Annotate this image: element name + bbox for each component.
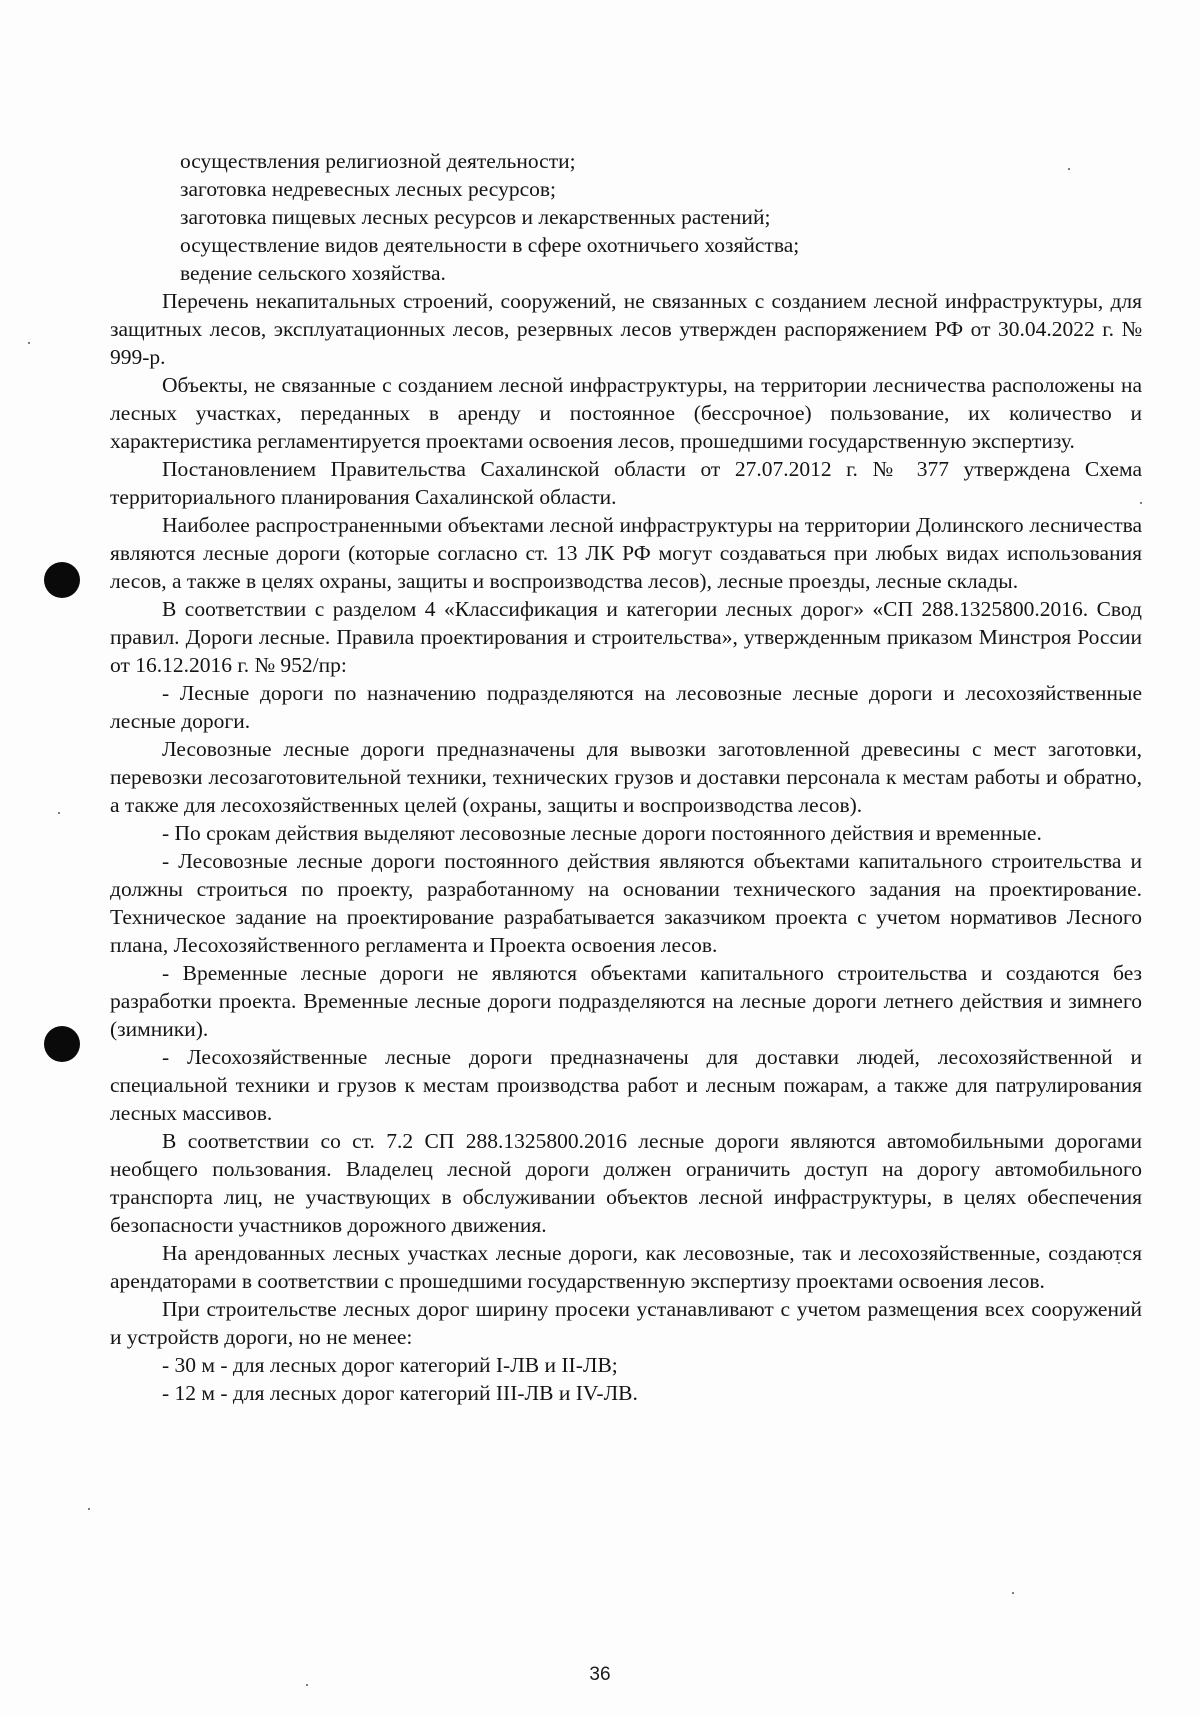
scan-speck (1012, 1592, 1014, 1594)
width-list-item: - 30 м - для лесных дорог категорий I-ЛВ и II-ЛВ; (162, 1353, 618, 1377)
page-number: 36 (589, 1664, 611, 1685)
paragraph-logging-roads: Лесовозные лесные дороги предназначены для вывозки заготовленной древесины с мест заготовки, перевозки лесозаготовительной техники, технических грузов и доставки персонала к местам работы и обратно, а также для лесохозяйственных целей (охраны, защиты и воспроизводства лесов). (110, 737, 1142, 817)
paragraph-private-roads: В соответствии со ст. 7.2 СП 288.1325800.2016 лесные дороги являются автомобильными дорогами необщего пользования. Владелец лесной дороги должен ограничить доступ на дорогу автомобильного транспорта лиц, не участвующих в обслуживании объектов лесной инфраструктуры, в целях обеспечения безопасности участников дорожного движения. (110, 1129, 1142, 1237)
paragraph-road-purpose: - Лесные дороги по назначению подразделяются на лесовозные лесные дороги и лесохозяйственные лесные дороги. (110, 681, 1142, 733)
paragraph-leased-plots: На арендованных лесных участках лесные дороги, как лесовозные, так и лесохозяйственные, создаются арендаторами в соответствии с прошедшими государственную экспертизу проектами освоения лесов. (110, 1241, 1142, 1293)
paragraph-temporary-roads: - Временные лесные дороги не являются объектами капитального строительства и создаются без разработки проекта. Временные лесные дороги подразделяются на лесные дороги летнего действия и зимнего (зимники). (110, 961, 1142, 1041)
paragraph-infrastructure-objects: Наиболее распространенными объектами лесной инфраструктуры на территории Долинского лесничества являются лесные дороги (которые согласно ст. 13 ЛК РФ могут создаваться при любых видах использования лесов, а также в целях охраны, защиты и воспроизводства лесов), лесные проезды, лесные склады. (110, 513, 1142, 593)
paragraph-government-resolution: Постановлением Правительства Сахалинской области от 27.07.2012 г. № 377 утверждена Схема территориального планирования Сахалинской области. (110, 457, 1142, 509)
punch-hole-top (44, 562, 80, 598)
intro-list-item: заготовка недревесных лесных ресурсов; (180, 177, 556, 201)
width-list-item: - 12 м - для лесных дорог категорий III-ЛВ и IV-ЛВ. (162, 1381, 638, 1405)
scan-speck (58, 812, 60, 814)
paragraph-forestry-roads: - Лесохозяйственные лесные дороги предназначены для доставки людей, лесохозяйственной и специальной техники и грузов к местам производства работ и лесным пожарам, а также для патрулирования лесных массивов. (110, 1045, 1142, 1125)
intro-list-item: осуществления религиозной деятельности; (180, 149, 576, 173)
body-text (110, 147, 1142, 1407)
intro-list-item: осуществление видов деятельности в сфере охотничьего хозяйства; (180, 233, 800, 257)
paragraph-objects-location: Объекты, не связанные с созданием лесной инфраструктуры, на территории лесничества расположены на лесных участках, переданных в аренду и постоянное (бессрочное) пользование, их количество и характеристика регламентируется проектами освоения лесов, прошедшими государственную экспертизу. (110, 373, 1142, 453)
intro-list-item: заготовка пищевых лесных ресурсов и лекарственных растений; (180, 205, 771, 229)
intro-list-item: ведение сельского хозяйства. (180, 261, 446, 285)
paragraph-noncapital-list: Перечень некапитальных строений, сооружений, не связанных с созданием лесной инфраструктуры, для защитных лесов, эксплуатационных лесов, резервных лесов утвержден распоряжением РФ от 30.04.2022 г. № 999-р. (110, 289, 1142, 369)
paragraph-clearing-width: При строительстве лесных дорог ширину просеки устанавливают с учетом размещения всех сооружений и устройств дороги, но не менее: (110, 1297, 1142, 1349)
scan-speck (28, 342, 30, 344)
paragraph-classification-reference: В соответствии с разделом 4 «Классификация и категории лесных дорог» «СП 288.1325800.2016. Свод правил. Дороги лесные. Правила проектирования и строительства», утвержденным приказом Минстроя России от 16.12.2016 г. № 952/пр: (110, 597, 1142, 677)
scan-speck (88, 1508, 90, 1510)
paragraph-permanent-roads: - Лесовозные лесные дороги постоянного действия являются объектами капитального строительства и должны строиться по проекту, разработанному на основании технического задания на проектирование. Техническое задание на проектирование разрабатывается заказчиком проекта с учетом нормативов Лесного плана, Лесохозяйственного регламента и Проекта освоения лесов. (110, 849, 1142, 957)
punch-hole-bottom (44, 1026, 80, 1062)
paragraph-road-duration: - По срокам действия выделяют лесовозные лесные дороги постоянного действия и временные. (162, 821, 1042, 845)
